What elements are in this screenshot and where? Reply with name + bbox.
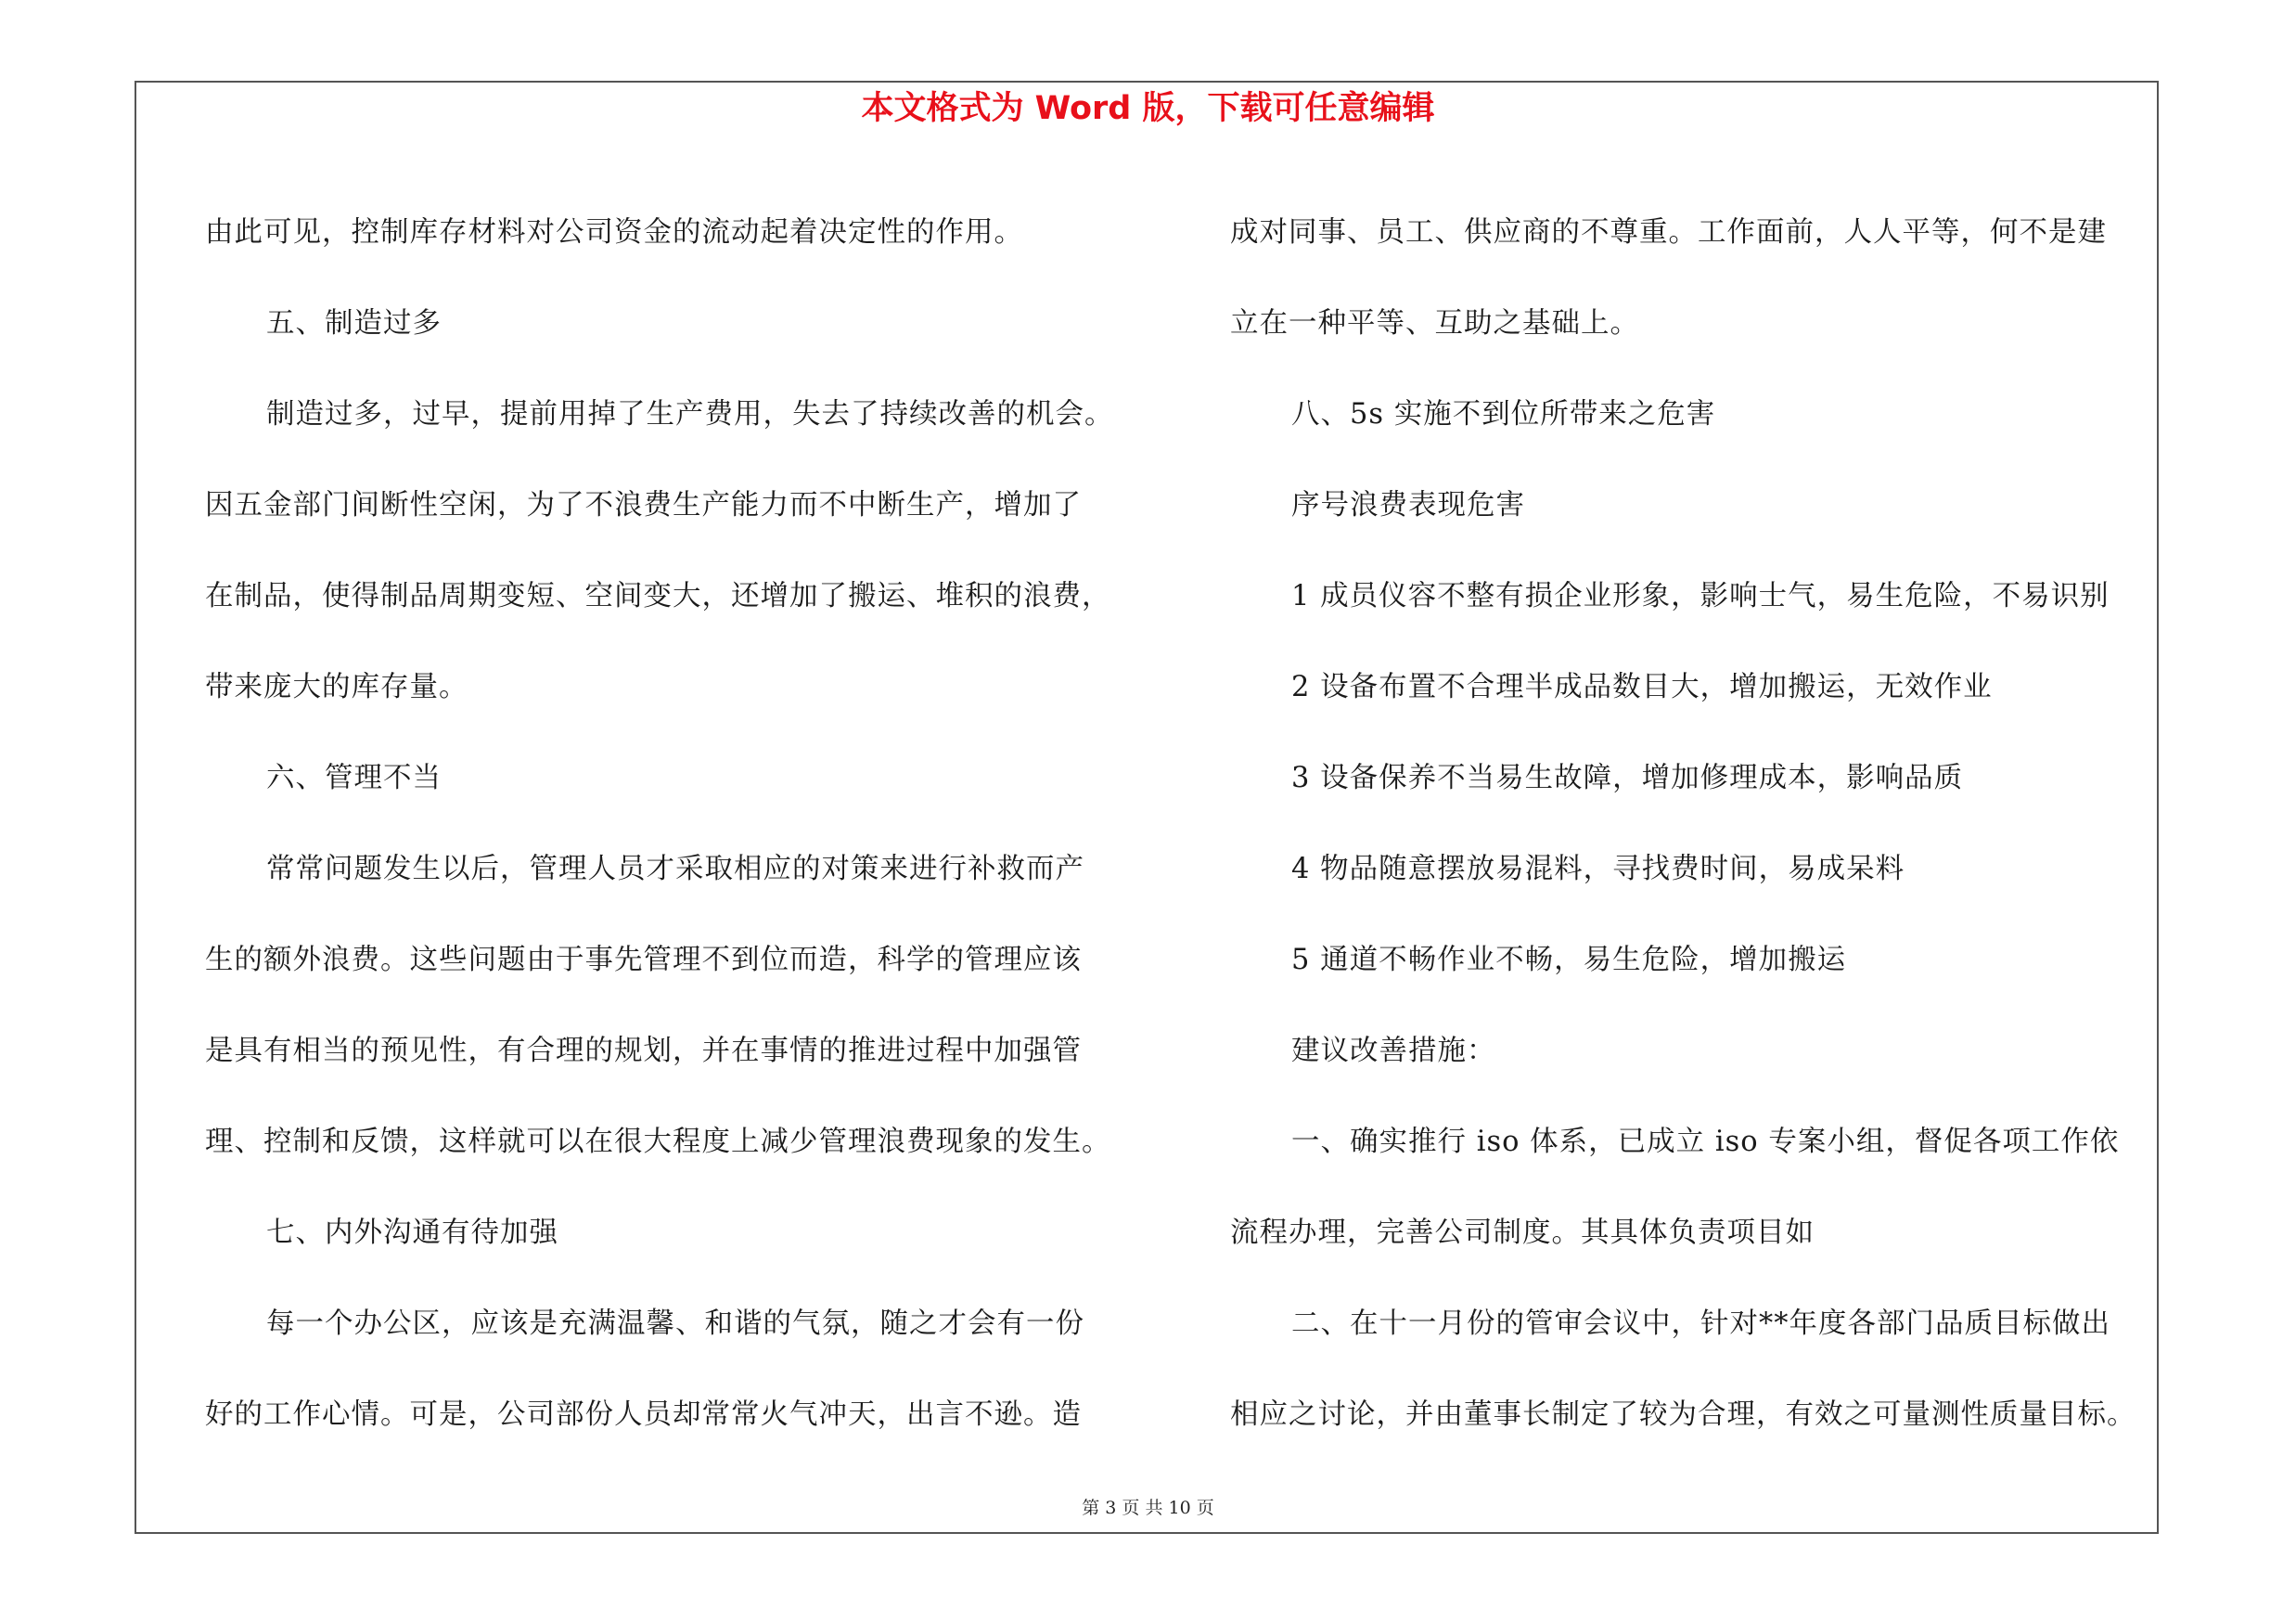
left-column-line: 每一个办公区，应该是充满温馨、和谐的气氛，随之才会有一份 bbox=[266, 1307, 1084, 1340]
right-column-line: 建议改善措施： bbox=[1291, 1035, 1496, 1067]
page-number-footer: 第 3 页 共 10 页 bbox=[1082, 1498, 1214, 1518]
left-column-line: 五、制造过多 bbox=[266, 307, 442, 340]
format-banner: 本文格式为 Word 版，下载可任意编辑 bbox=[861, 90, 1435, 127]
right-column-line: 5 通道不畅作业不畅，易生危险，增加搬运 bbox=[1291, 944, 1847, 976]
left-column-line: 常常问题发生以后，管理人员才采取相应的对策来进行补救而产 bbox=[266, 853, 1084, 885]
right-column-line: 成对同事、员工、供应商的不尊重。工作面前，人人平等，何不是建 bbox=[1230, 216, 2107, 249]
right-column-line: 相应之讨论，并由董事长制定了较为合理，有效之可量测性质量目标。 bbox=[1230, 1398, 2136, 1431]
left-column-line: 七、内外沟通有待加强 bbox=[266, 1217, 558, 1249]
left-column-line: 由此可见，控制库存材料对公司资金的流动起着决定性的作用。 bbox=[205, 216, 1023, 249]
left-column-line: 在制品，使得制品周期变短、空间变大，还增加了搬运、堆积的浪费， bbox=[205, 580, 1111, 612]
right-column-line: 1 成员仪容不整有损企业形象，影响士气，易生危险，不易识别 bbox=[1291, 580, 2110, 612]
right-column-line: 一、确实推行 iso 体系，已成立 iso 专案小组，督促各项工作依 bbox=[1291, 1126, 2120, 1158]
right-column bbox=[1230, 187, 2148, 1461]
left-column-line: 六、管理不当 bbox=[266, 762, 442, 794]
right-column-line: 流程办理，完善公司制度。其具体负责项目如 bbox=[1230, 1217, 1815, 1249]
left-column-line: 生的额外浪费。这些问题由于事先管理不到位而造，科学的管理应该 bbox=[205, 944, 1082, 976]
left-column bbox=[205, 187, 1123, 1461]
right-column-line: 八、5s 实施不到位所带来之危害 bbox=[1291, 398, 1716, 431]
left-column-line: 制造过多，过早，提前用掉了生产费用，失去了持续改善的机会。 bbox=[266, 398, 1114, 431]
left-column-line: 理、控制和反馈，这样就可以在很大程度上减少管理浪费现象的发生。 bbox=[205, 1126, 1111, 1158]
left-column-line: 好的工作心情。可是，公司部份人员却常常火气冲天，出言不逊。造 bbox=[205, 1398, 1082, 1431]
right-column-line: 4 物品随意摆放易混料，寻找费时间，易成呆料 bbox=[1291, 853, 1905, 885]
left-column-line: 是具有相当的预见性，有合理的规划，并在事情的推进过程中加强管 bbox=[205, 1035, 1082, 1067]
right-column-line: 2 设备布置不合理半成品数目大，增加搬运，无效作业 bbox=[1291, 671, 1993, 703]
right-column-line: 二、在十一月份的管审会议中，针对**年度各部门品质目标做出 bbox=[1291, 1307, 2110, 1340]
right-column-line: 立在一种平等、互助之基础上。 bbox=[1230, 307, 1639, 340]
left-column-line: 因五金部门间断性空闲，为了不浪费生产能力而不中断生产，增加了 bbox=[205, 489, 1082, 522]
right-column-line: 3 设备保养不当易生故障，增加修理成本，影响品质 bbox=[1291, 762, 1964, 794]
left-column-line: 带来庞大的库存量。 bbox=[205, 671, 468, 703]
right-column-line: 序号浪费表现危害 bbox=[1291, 489, 1525, 522]
